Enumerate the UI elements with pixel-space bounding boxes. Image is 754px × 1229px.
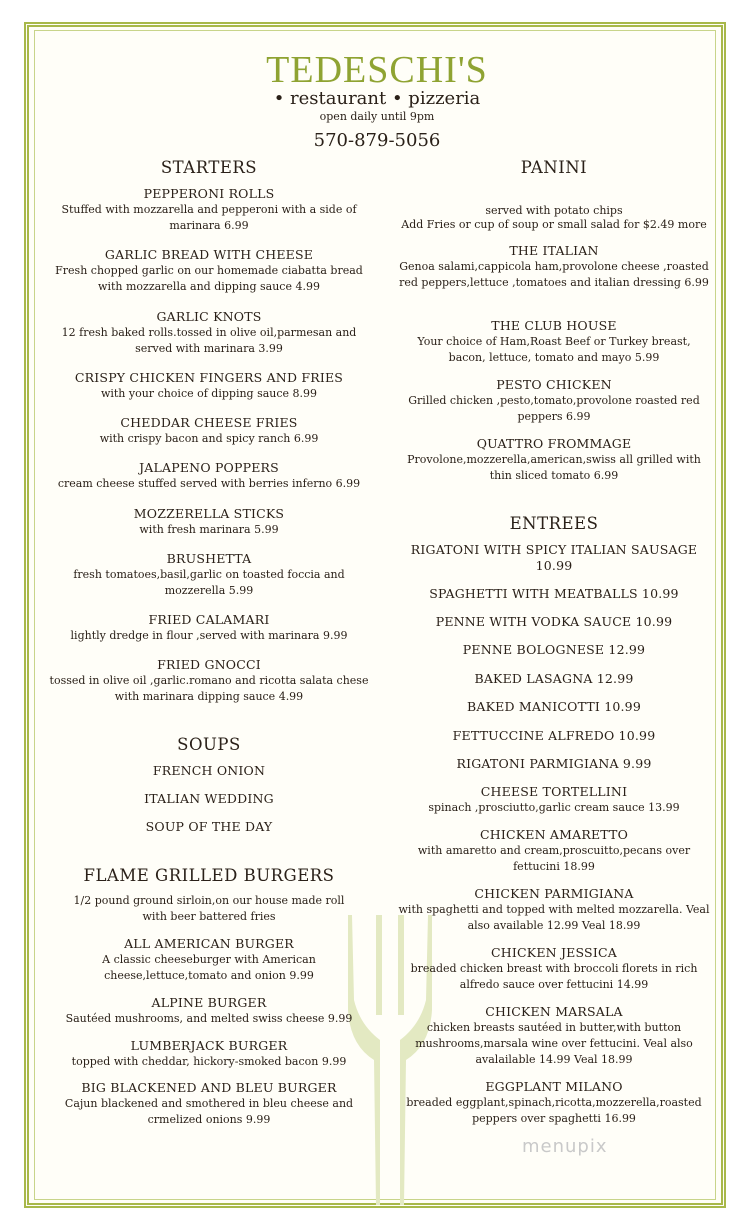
menu-item (44, 370, 374, 402)
item-name: GARLIC KNOTS (156, 309, 262, 324)
restaurant-subtitle: • restaurant • pizzeria (273, 88, 481, 109)
item-name: CHEESE TORTELLINI (480, 784, 628, 799)
item-name: EGGPLANT MILANO (485, 1079, 623, 1094)
item-desc: spinach ,prosciutto,garlic cream sauce 13.99 (428, 801, 680, 814)
left-column (44, 0, 374, 1229)
entree-item: PENNE BOLOGNESE 12.99 (462, 642, 646, 657)
item-name: LUMBERJACK BURGER (130, 1038, 288, 1053)
item-name: FRIED GNOCCI (157, 657, 261, 672)
item-desc: with spaghetti and topped with melted mozzarella. Veal also available 12.99 Veal 18.99 (398, 903, 710, 932)
entrees-heading: ENTREES (509, 514, 599, 533)
item-desc: topped with cheddar, hickory-smoked bacon 9.99 (71, 1055, 347, 1068)
entree-item: RIGATONI PARMIGIANA 9.99 (456, 756, 652, 771)
menu-item (44, 657, 374, 705)
item-name: PESTO CHICKEN (496, 377, 612, 392)
phone-number: 570-879-5056 (313, 130, 441, 151)
item-name: MOZZERELLA STICKS (133, 506, 285, 521)
item-desc: tossed in olive oil ,garlic.romano and ricotta salata chese with marinara dipping sauce 4.99 (49, 674, 369, 703)
item-name: QUATTRO FROMMAGE (476, 436, 632, 451)
item-name: ALL AMERICAN BURGER (124, 936, 294, 951)
item-desc: breaded chicken breast with broccoli florets in rich alfredo sauce over fettucini 14.99 (410, 962, 698, 991)
item-name: ALPINE BURGER (151, 995, 267, 1010)
item-desc: with crispy bacon and spicy ranch 6.99 (99, 432, 319, 445)
entree-item: FETTUCCINE ALFREDO 10.99 (452, 728, 656, 743)
soups-heading: SOUPS (177, 735, 241, 754)
opening-hours: open daily until 9pm (319, 110, 435, 123)
menu-item (398, 945, 710, 993)
menu-item (398, 827, 710, 875)
menu-item (398, 1004, 710, 1068)
item-desc: Fresh chopped garlic on our homemade ciabatta bread with mozzarella and dipping sauce 4.99 (55, 264, 363, 293)
menu-item (44, 1038, 374, 1070)
right-column (398, 0, 710, 1229)
item-desc: lightly dredge in flour ,served with marinara 9.99 (70, 629, 348, 642)
item-name: THE ITALIAN (509, 243, 599, 258)
starters-heading: STARTERS (160, 158, 258, 177)
menu-item (44, 309, 374, 357)
item-name: CHICKEN MARSALA (485, 1004, 623, 1019)
menu-item (44, 247, 374, 295)
item-name: FRIED CALAMARI (148, 612, 270, 627)
item-name: THE CLUB HOUSE (491, 318, 617, 333)
entree-item: BAKED LASAGNA 12.99 (474, 671, 634, 686)
menu-item (44, 415, 374, 447)
item-name: GARLIC BREAD WITH CHEESE (104, 247, 314, 262)
item-desc: with amaretto and cream,proscuitto,pecans over fettucini 18.99 (417, 844, 691, 873)
panini-intro: served with potato chips (485, 204, 623, 217)
soup-item: SOUP OF THE DAY (145, 819, 273, 834)
item-name: PEPPERONI ROLLS (143, 186, 275, 201)
item-desc: Grilled chicken ,pesto,tomato,provolone roasted red peppers 6.99 (408, 394, 700, 423)
soup-item: ITALIAN WEDDING (144, 791, 274, 806)
menu-item (398, 1079, 710, 1127)
item-name: JALAPENO POPPERS (139, 460, 279, 475)
menu-item (44, 1080, 374, 1128)
menu-item (44, 936, 374, 984)
menu-item (398, 377, 710, 425)
item-desc: 12 fresh baked rolls.tossed in olive oil,parmesan and served with marinara 3.99 (61, 326, 357, 355)
soup-item: FRENCH ONION (152, 763, 266, 778)
item-name: BIG BLACKENED AND BLEU BURGER (81, 1080, 337, 1095)
item-name: CHICKEN PARMIGIANA (474, 886, 634, 901)
menu-item (44, 186, 374, 234)
item-desc: A classic cheeseburger with American cheese,lettuce,tomato and onion 9.99 (102, 953, 316, 982)
item-name: CHICKEN JESSICA (491, 945, 617, 960)
menu-item (398, 318, 710, 366)
panini-addon: Add Fries or cup of soup or small salad for $2.49 more (401, 218, 707, 231)
item-desc: Your choice of Ham,Roast Beef or Turkey breast, bacon, lettuce, tomato and mayo 5.99 (417, 335, 691, 364)
restaurant-title: TEDESCHI'S (266, 49, 488, 91)
item-desc: Stuffed with mozzarella and pepperoni with a side of marinara 6.99 (61, 203, 357, 232)
watermark: menupix (522, 1136, 608, 1157)
menu-item (398, 886, 710, 934)
entree-item: PENNE WITH VODKA SAUCE 10.99 (435, 614, 673, 629)
item-desc: fresh tomatoes,basil,garlic on toasted foccia and mozzerella 5.99 (73, 568, 345, 597)
item-name: CRISPY CHICKEN FINGERS AND FRIES (74, 370, 344, 385)
item-name: CHEDDAR CHEESE FRIES (120, 415, 298, 430)
menu-item (398, 784, 710, 816)
menu-item (44, 506, 374, 538)
menu-item (398, 243, 710, 291)
item-desc: Provolone,mozzerella,american,swiss all grilled with thin sliced tomato 6.99 (407, 453, 701, 482)
item-name: BRUSHETTA (166, 551, 252, 566)
item-desc: Genoa salami,cappicola ham,provolone cheese ,roasted red peppers,lettuce ,tomatoes and italian dressing 6.99 (399, 260, 709, 289)
panini-heading: PANINI (520, 158, 588, 177)
menu-item (44, 460, 374, 492)
item-desc: breaded eggplant,spinach,ricotta,mozzerella,roasted peppers over spaghetti 16.99 (406, 1096, 702, 1125)
item-name: CHICKEN AMARETTO (479, 827, 629, 842)
menu-item (44, 612, 374, 644)
entree-item: SPAGHETTI WITH MEATBALLS 10.99 (429, 586, 679, 601)
entree-item: RIGATONI WITH SPICY ITALIAN SAUSAGE 10.99 (410, 542, 698, 573)
item-desc: with your choice of dipping sauce 8.99 (100, 387, 318, 400)
burgers-heading: FLAME GRILLED BURGERS (83, 866, 335, 885)
menu-item (44, 551, 374, 599)
item-desc: Cajun blackened and smothered in bleu cheese and crmelized onions 9.99 (64, 1097, 354, 1126)
menu-item (44, 995, 374, 1027)
item-desc: Sautéed mushrooms, and melted swiss cheese 9.99 (65, 1012, 353, 1025)
menu-item (398, 436, 710, 484)
item-desc: cream cheese stuffed served with berries inferno 6.99 (57, 477, 361, 490)
item-desc: with fresh marinara 5.99 (139, 523, 279, 536)
entree-item: BAKED MANICOTTI 10.99 (467, 699, 641, 714)
burgers-intro: 1/2 pound ground sirloin,on our house made roll with beer battered fries (73, 894, 345, 923)
item-desc: chicken breasts sautéed in butter,with button mushrooms,marsala wine over fettucini. Veal also avalailable 14.99 Veal 18.99 (415, 1021, 693, 1066)
